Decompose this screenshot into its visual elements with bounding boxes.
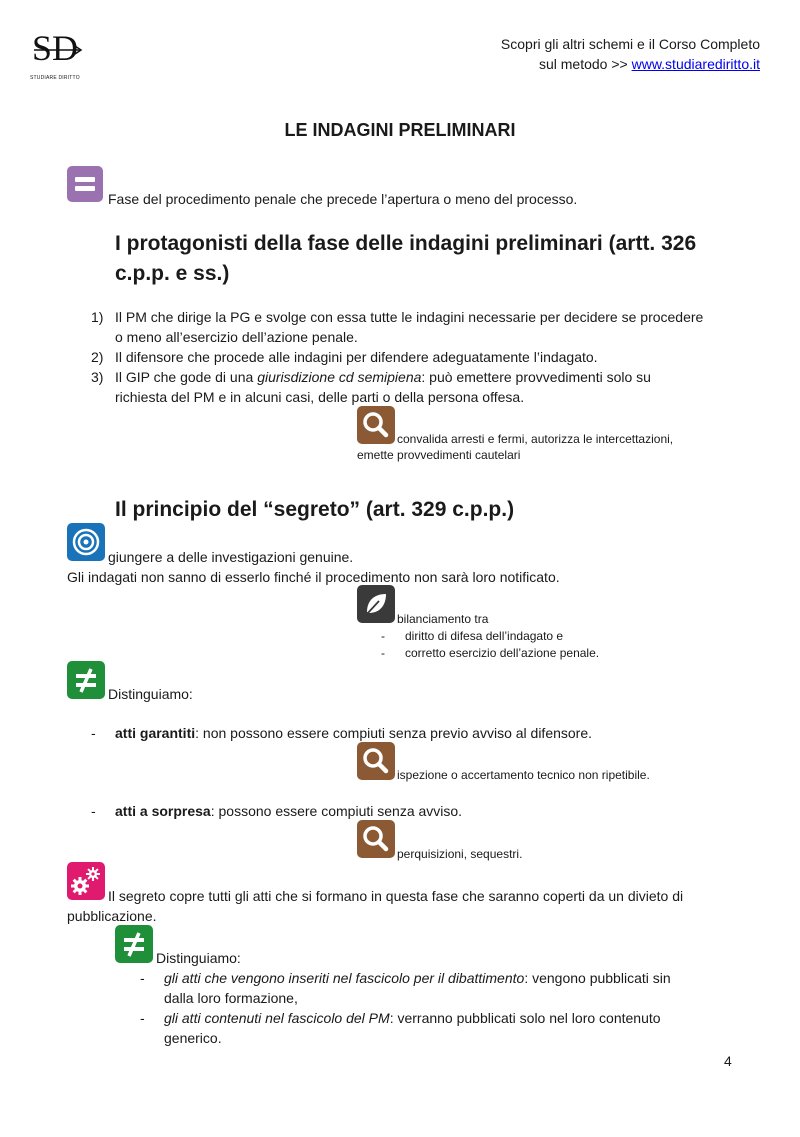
dash: -	[381, 646, 385, 660]
list-item	[91, 307, 751, 347]
header-line1: Scopri gli altri schemi e il Corso Completo	[500, 36, 760, 52]
leaf-icon	[357, 585, 395, 623]
list-text: richiesta del PM e in alcuni casi, delle parti o della persona offesa.	[115, 389, 525, 405]
definition-text: Fase del procedimento penale che precede l’apertura o meno del processo.	[108, 191, 578, 207]
logo-mark	[30, 26, 86, 70]
list-text: corretto esercizio dell’azione penale.	[405, 646, 600, 660]
list-text: generico.	[164, 1030, 222, 1046]
equals-icon	[67, 166, 103, 202]
list-item	[91, 367, 751, 407]
magnifier-icon	[357, 742, 395, 780]
target-icon	[67, 523, 105, 561]
act-desc: : non possono essere compiuti senza previo avviso al difensore.	[195, 725, 593, 741]
act-term: atti garantiti	[115, 725, 196, 741]
header	[501, 34, 760, 74]
gears-icon	[67, 862, 105, 900]
list-item	[91, 347, 751, 367]
balance-text: bilanciamento tra	[397, 612, 489, 626]
protagonists-heading-line2: c.p.p. e ss.)	[115, 262, 230, 285]
dash: -	[140, 970, 145, 986]
goal-text: giungere a delle investigazioni genuine.	[108, 549, 354, 565]
page-number: 4	[724, 1053, 732, 1069]
list-text: dalla loro formazione,	[164, 990, 298, 1006]
distinguish-text: Distinguiamo:	[156, 950, 241, 966]
protagonists-heading-line1: I protagonisti della fase delle indagini preliminari (artt. 326	[115, 232, 697, 255]
list-text: diritto di difesa dell’indagato e	[405, 629, 564, 643]
dash: -	[91, 725, 96, 741]
secret-line: Gli indagati non sanno di esserlo finché il procedimento non sarà loro notificato.	[67, 569, 560, 585]
not-equal-icon	[115, 925, 153, 963]
list-item	[140, 1008, 750, 1048]
list-number: 1)	[91, 309, 104, 325]
header-line2	[501, 54, 760, 74]
protagonists-heading	[115, 229, 696, 289]
dash: -	[91, 803, 96, 819]
list-number: 3)	[91, 369, 104, 385]
list-text: o meno all’esercizio dell’azione penale.	[115, 329, 358, 345]
list-text: Il difensore che procede alle indagini per difendere adeguatamente l’indagato.	[115, 349, 598, 365]
not-equal-icon	[67, 661, 105, 699]
logo-letters: SD	[32, 28, 79, 68]
list-text: Il PM che dirige la PG e svolge con essa tutte le indagini necessarie per decidere se procedere	[115, 309, 704, 325]
header-prefix: sul metodo >>	[538, 56, 632, 72]
logo	[30, 26, 90, 82]
list-number: 2)	[91, 349, 104, 365]
magnifier-icon	[357, 406, 395, 444]
list-text: Il GIP che gode di una giurisdizione cd semipiena: può emettere provvedimenti solo su	[115, 369, 651, 385]
dash: -	[140, 1010, 145, 1026]
dash: -	[381, 629, 385, 643]
list-text: gli atti che vengono inseriti nel fascicolo per il dibattimento: vengono pubblicati sin	[164, 970, 671, 986]
secret-heading: Il principio del “segreto” (art. 329 c.p.p.)	[115, 498, 515, 521]
note-text: convalida arresti e fermi, autorizza le intercettazioni,	[397, 432, 674, 446]
list-item	[140, 968, 750, 1008]
list-item	[381, 628, 563, 645]
note-text: emette provvedimenti cautelari	[357, 448, 521, 462]
list-text: gli atti contenuti nel fascicolo del PM: verranno pubblicati solo nel loro contenuto	[164, 1010, 661, 1026]
magnifier-icon	[357, 820, 395, 858]
emphasis: giurisdizione cd semipiena	[257, 369, 422, 385]
logo-caption: STUDIARE DIRITTO	[30, 75, 80, 81]
act-term: atti a sorpresa	[115, 803, 211, 819]
site-link[interactable]: www.studiarediritto.it	[631, 56, 760, 72]
page-title: LE INDAGINI PRELIMINARI	[284, 120, 516, 140]
list-item	[91, 723, 592, 743]
act-desc: : possono essere compiuti senza avviso.	[210, 803, 463, 819]
list-item	[381, 645, 599, 662]
act-example: perquisizioni, sequestri.	[397, 847, 523, 861]
publication-text: pubblicazione.	[67, 908, 157, 924]
distinguish-text: Distinguiamo:	[108, 686, 193, 702]
act-example: ispezione o accertamento tecnico non ripetibile.	[397, 768, 650, 782]
publication-text: Il segreto copre tutti gli atti che si formano in questa fase che saranno coperti da un divieto di	[108, 888, 684, 904]
list-item	[91, 801, 462, 821]
